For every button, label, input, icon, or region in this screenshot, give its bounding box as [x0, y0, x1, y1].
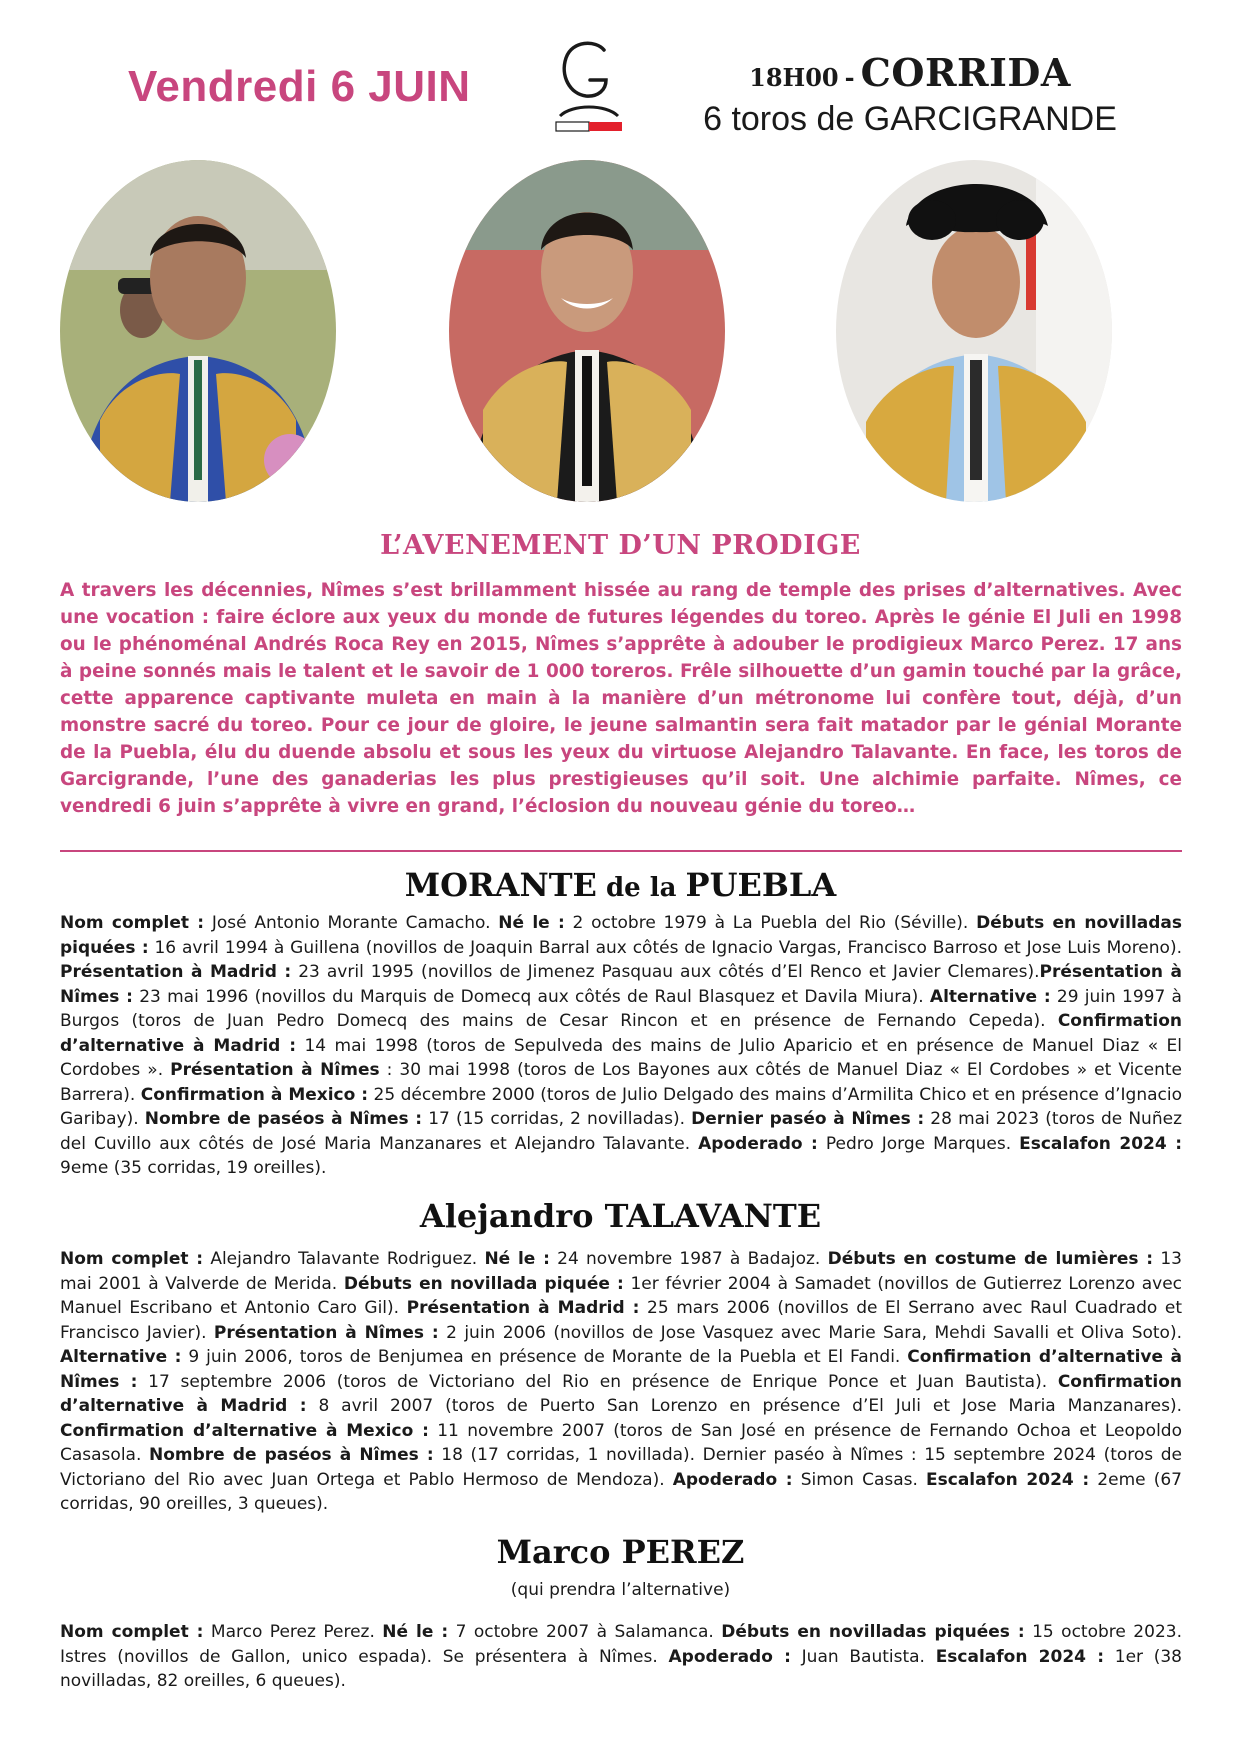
portrait-perez-photo	[836, 160, 1112, 502]
bio-label: Débuts en novillada piquée :	[343, 1273, 624, 1294]
portrait-talavante-photo	[449, 160, 725, 502]
bio-label: Nom complet :	[60, 913, 205, 933]
bio-value: 11 novembre 2007 (toros de San José en présence de Fernando Ochoa et Leopoldo Casasola.	[60, 1420, 1182, 1465]
event-type: CORRIDA	[860, 50, 1071, 95]
bio-label: Né le :	[382, 1622, 449, 1642]
bio-value: 1er février 2004 à Samadet (novillos de Gutierrez Lorenzo avec Manuel Escribano et Antonio Caro Gil).	[60, 1273, 1183, 1318]
bio-value: 9 juin 2006, toros de Benjumea en présence de Morante de la Puebla et El Fandi.	[181, 1347, 908, 1367]
bio-label: Dernier paséo à Nîmes :	[691, 1109, 925, 1129]
bio-value: 9eme (35 corridas, 19 oreilles).	[60, 1158, 327, 1178]
bio-value: 29 juin 1997 à Burgos (toros de Juan Pedro Domecq des mains de Cesar Rincon et en présence de Fernando Cepeda).	[60, 986, 1182, 1031]
bio-value: 24 novembre 1987 à Badajoz.	[549, 1249, 828, 1269]
bio-label: Né le :	[498, 913, 565, 933]
garcigrande-g-logo-icon	[552, 36, 626, 140]
bio-value: Alejandro Talavante Rodriguez.	[203, 1249, 485, 1269]
name-part	[610, 1533, 621, 1571]
bio-label: Confirmation d’alternative à Nîmes :	[60, 1347, 1182, 1392]
bio-label: Confirmation à Mexico :	[140, 1084, 369, 1105]
section-divider	[60, 850, 1182, 852]
intro-text: A travers les décennies, Nîmes s’est brillamment hissée au rang de temple des prises d’alternatives. Avec une vocation : faire éclore aux yeux du monde de futures légendes du toreo. Après le génie El Juli en 1998 ou le phénoménal Andrés Roca Rey en 2015, Nîmes s’apprête à adouber le prodigieux Marco Perez. 17 ans à peine sonnés mais le talent et le savoir de 1 000 toreros. Frêle silhouette d’un gamin touché par la grâce, cette apparence captivante muleta en main à la manière d’un métronome lui confère tout, déjà, d’un monstre sacré du toreo. Pour ce jour de gloire, le jeune salmantin sera fait matador par le génial Morante de la Puebla, élu du duende absolu et sous les yeux du virtuose Alejandro Talavante. En face, les toros de Garcigrande, l’une des ganaderias les plus prestigieuses qu’il soit. Une alchimie parfaite. Nîmes, ce vendredi 6 juin s’apprête à vivre en grand, l’éclosion du nouveau génie du toreo…	[60, 580, 1182, 817]
bio-label: Né le :	[484, 1249, 550, 1269]
bio-value: 23 avril 1995 (novillos de Jimenez Pasquau aux côtés d’El Renco et Javier Clemares).	[291, 962, 1040, 982]
bio-label: Alternative :	[60, 1347, 182, 1367]
portrait-morante-photo	[60, 160, 336, 502]
bio-value: Pedro Jorge Marques.	[817, 1133, 1020, 1154]
bio-value: 1er (38 novilladas, 82 oreilles, 6 queues).	[60, 1646, 1182, 1691]
bio-label: Présentation à Nîmes	[170, 1060, 380, 1080]
bio-label: Apoderado :	[668, 1646, 791, 1667]
bio-label: Débuts en costume de lumières :	[827, 1249, 1154, 1269]
bio-label: Apoderado :	[698, 1133, 818, 1154]
bio-label: Confirmation d’alternative à Madrid :	[60, 1371, 1182, 1416]
bio-label: Nom complet :	[60, 1622, 204, 1642]
matador-name-talavante	[0, 1197, 1241, 1235]
bio-label: Nombre de paséos à Nîmes :	[148, 1445, 434, 1465]
bio-value: 16 avril 1994 à Guillena (novillos de Joaquin Barral aux côtés de Ignacio Vargas, Francisco Barroso et Jose Luis Moreno).	[148, 937, 1182, 958]
bio-value: Juan Bautista.	[790, 1646, 936, 1667]
bio-label: Apoderado :	[672, 1469, 793, 1490]
bio-morante	[60, 911, 1182, 1181]
bio-value: 18 (17 corridas, 1 novillada). Dernier paséo à Nîmes : 15 septembre 2024 (toros de Victoriano del Rio avec Juan Ortega et Pablo Hermoso de Mendoza).	[60, 1445, 1182, 1490]
bio-value: 2 juin 2006 (novillos de Jose Vasquez avec Marie Sara, Mehdi Savalli et Oliva Soto).	[438, 1322, 1182, 1343]
event-separator: -	[844, 63, 855, 92]
bio-label: Confirmation d’alternative à Mexico :	[60, 1420, 429, 1441]
bio-label: Escalafon 2024 :	[926, 1469, 1090, 1490]
event-time: 18H00	[749, 63, 839, 92]
bio-value: 28 mai 2023 (toros de Nuñez del Cuvillo aux côtés de José Maria Manzanares et Alejandro Talavante.	[60, 1109, 1182, 1154]
name-part: Alejandro	[419, 1197, 594, 1235]
bio-value: 8 avril 2007 (toros de Puerto San Lorenzo en présence d’El Juli et Jose Maria Manzanares).	[306, 1396, 1182, 1416]
bio-value: Marco Perez Perez.	[203, 1622, 383, 1642]
bio-perez	[60, 1620, 1182, 1694]
bio-value: 25 mars 2006 (novillos de El Serrano avec Raul Cuadrado et Francisco Javier).	[60, 1298, 1182, 1343]
matador-name-perez	[0, 1533, 1241, 1571]
bio-value: 25 décembre 2000 (toros de Julio Delgado des mains d’Armilita Chico et en présence d’Ignacio Garibay).	[60, 1084, 1182, 1129]
bio-value: José Antonio Morante Camacho.	[204, 913, 499, 933]
bio-label: Débuts en novilladas piquées :	[60, 913, 1183, 958]
name-part: MORANTE	[404, 866, 597, 904]
bio-talavante	[60, 1247, 1182, 1517]
perez-subtitle: (qui prendra l’alternative)	[510, 1580, 731, 1600]
bio-value: 2eme (67 corridas, 90 oreilles, 3 queues).	[60, 1469, 1182, 1514]
bio-label: Présentation à Nîmes :	[213, 1322, 439, 1343]
bio-value: 23 mai 1996 (novillos du Marquis de Domecq aux côtés de Raul Blasquez et Davila Miura).	[132, 986, 930, 1007]
name-part: Marco	[496, 1533, 611, 1571]
name-part: TALAVANTE	[604, 1197, 822, 1235]
bio-label: Escalafon 2024 :	[935, 1646, 1105, 1667]
intro-title: L’AVENEMENT D’UN PRODIGE	[380, 530, 861, 561]
bio-value: 2 octobre 1979 à La Puebla del Rio (Séville).	[564, 913, 977, 933]
name-part: de la	[596, 873, 686, 903]
bio-label: Présentation à Madrid :	[406, 1298, 640, 1318]
bio-label: Présentation à Madrid :	[60, 962, 292, 982]
event-bulls: 6 toros de GARCIGRANDE	[703, 100, 1117, 138]
name-part	[593, 1197, 604, 1235]
bio-label: Alternative :	[929, 986, 1051, 1007]
bio-label: Nom complet :	[60, 1249, 204, 1269]
bio-value: : 30 mai 1998 (toros de Los Bayones aux côtés de Manuel Diaz « El Cordobes » et Vicente Barrera).	[60, 1060, 1183, 1105]
bio-value: 7 octobre 2007 à Salamanca.	[448, 1622, 722, 1642]
matador-name-morante	[0, 866, 1241, 904]
bio-label: Débuts en novilladas piquées :	[721, 1622, 1025, 1642]
bio-value: Simon Casas.	[792, 1469, 927, 1490]
bio-label: Nombre de paséos à Nîmes :	[144, 1109, 423, 1129]
bio-value: 17 septembre 2006 (toros de Victoriano del Rio en présence de Enrique Ponce et Juan Bautista).	[137, 1371, 1058, 1392]
event-time-type	[700, 50, 1120, 95]
event-date: Vendredi 6 JUIN	[128, 62, 471, 111]
bio-label: Présentation à Nîmes :	[60, 962, 1182, 1007]
bio-value: 15 octobre 2023. Istres (novillos de Gallon, unico espada). Se présentera à Nîmes.	[60, 1622, 1182, 1667]
bio-label: Confirmation d’alternative à Madrid :	[60, 1011, 1182, 1056]
bio-value: 17 (15 corridas, 2 novilladas).	[422, 1109, 692, 1129]
bio-label: Escalafon 2024 :	[1019, 1133, 1182, 1154]
name-part: PEREZ	[621, 1533, 745, 1571]
bio-value: 14 mai 1998 (toros de Sepulveda des mains de Julio Aparicio et en présence de Manuel Diaz « El Cordobes ».	[60, 1035, 1182, 1080]
bio-value: 13 mai 2001 à Valverde de Merida.	[60, 1249, 1182, 1294]
name-part: PUEBLA	[685, 866, 837, 904]
